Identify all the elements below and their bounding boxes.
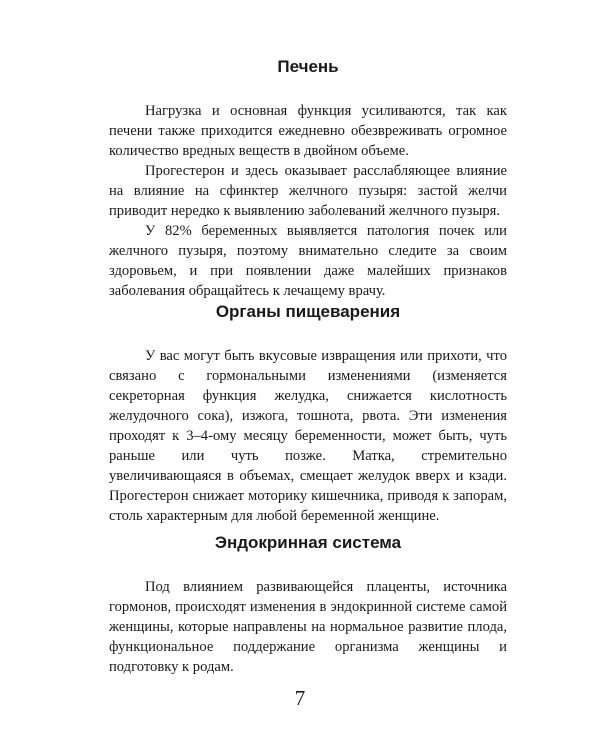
section-heading-digestive-organs: Органы пищеварения bbox=[215, 302, 401, 321]
section-heading-endocrine-system: Эндокринная система bbox=[214, 533, 402, 552]
paragraph: Под влиянием развивающейся плаценты, источника гормонов, происходят изменения в эндокринной системе самой женщины, которые направлены на нормальное развитие плода, функциональное поддержание организма женщины и подготовку к родам. bbox=[109, 579, 507, 675]
paragraph: Прогестерон и здесь оказывает расслабляющее влияние на влияние на сфинктер желчного пузыря: застой желчи приводит нередко к выявлению заболеваний желчного пузыря. bbox=[109, 163, 507, 219]
section-liver bbox=[109, 55, 507, 301]
section-endocrine-system bbox=[109, 531, 507, 677]
paragraph: У 82% беременных выявляется патология почек или желчного пузыря, поэтому внимательно следите за своим здоровьем, и при появлении даже малейших признаков заболевания обращайтесь к лечащему врачу. bbox=[109, 223, 507, 299]
page-number: 7 bbox=[294, 686, 306, 710]
paragraph: У вас могут быть вкусовые извращения или прихоти, что связано с гормональными изменениями (изменяется секреторная функция желудка, снижается кислотность желудочного сока), изжога, тошнота, рвота. Эти изменения проходят к 3–4-ому месяцу беременности, может быть, чуть раньше или чуть позже. Матка, стремительно увеличивающаяся в объемах, смещает желудок вверх и кзади. Прогестерон снижает моторику кишечника, приводя к запорам, столь характерным для любой беременной женщине. bbox=[109, 348, 507, 524]
section-heading-liver: Печень bbox=[277, 57, 339, 76]
section-digestive-organs bbox=[109, 300, 507, 526]
paragraph: Нагрузка и основная функция усиливаются, так как печени также приходится ежедневно обезвреживать огромное количество вредных веществ в двойном объеме. bbox=[109, 103, 507, 159]
